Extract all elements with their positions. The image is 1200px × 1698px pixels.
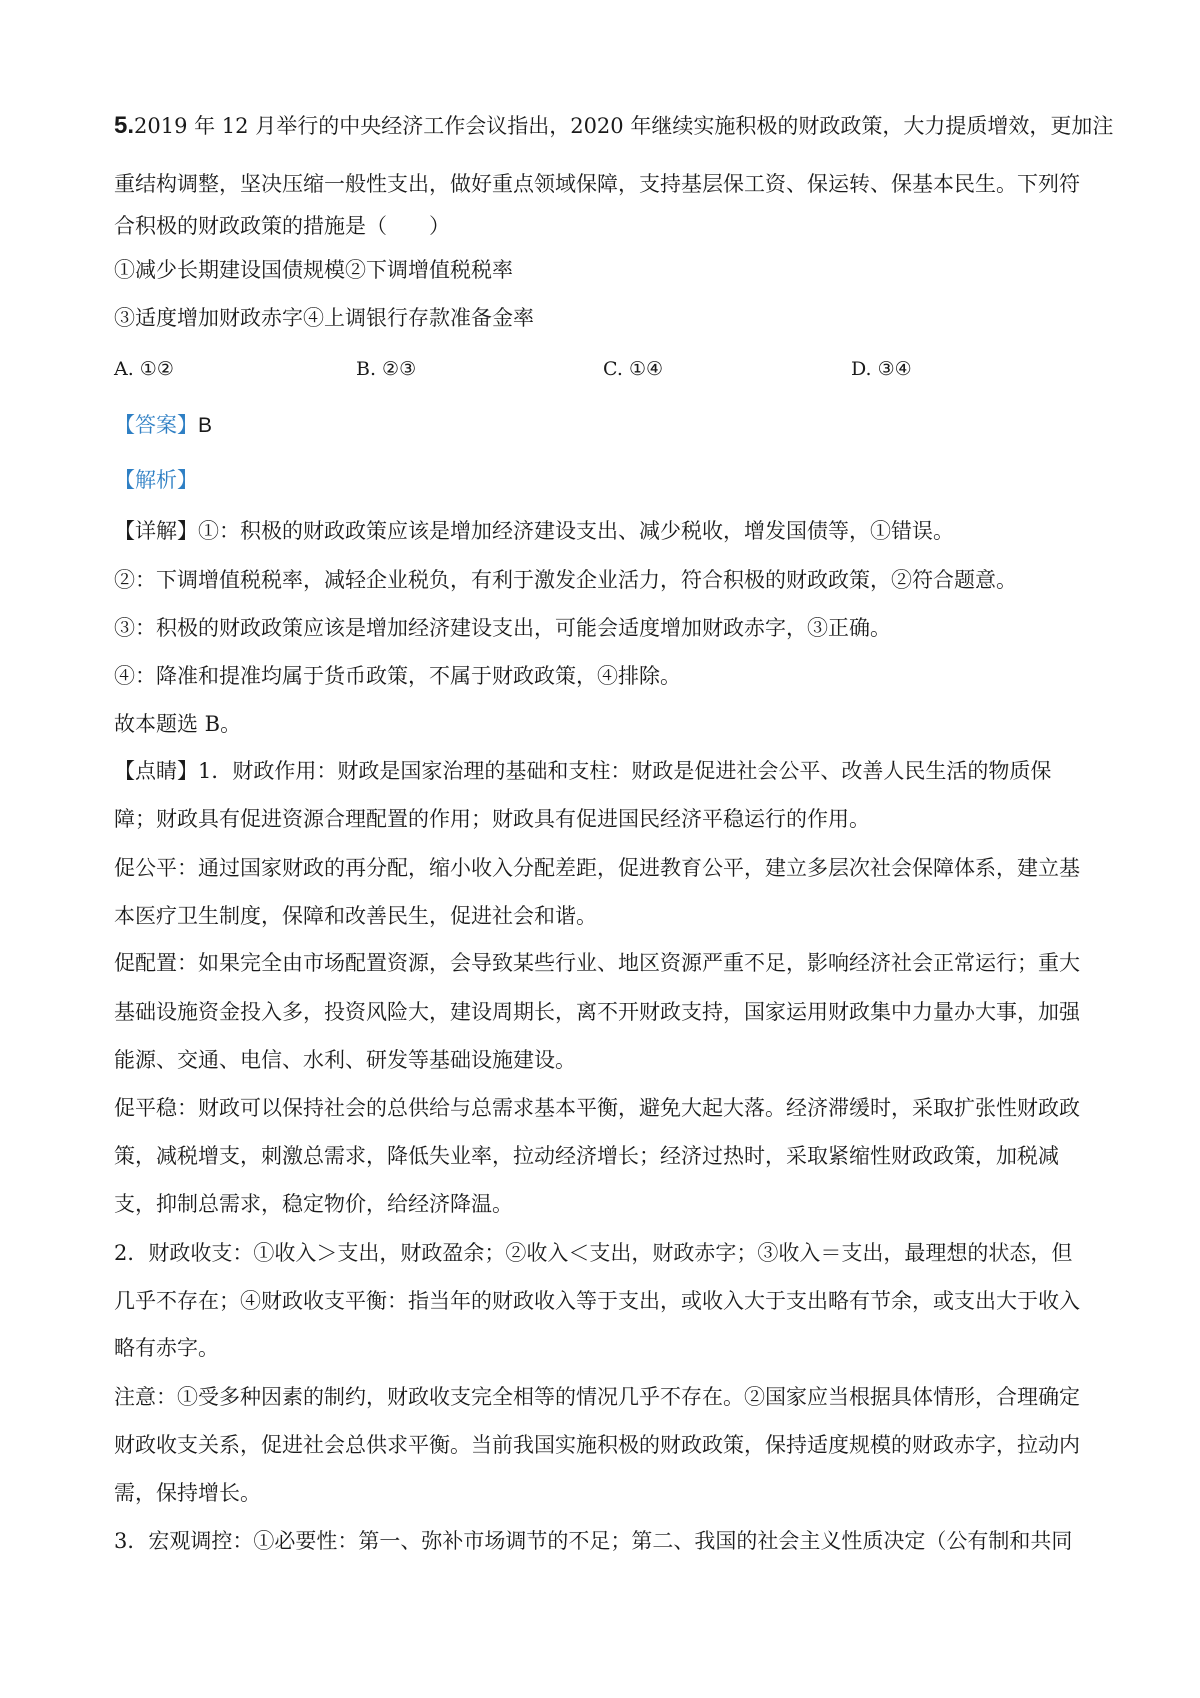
analysis-line: 促公平：通过国家财政的再分配，缩小收入分配差距，促进教育公平，建立多层次社会保障体系，建立基 <box>114 856 1080 880</box>
analysis-line: 促配置：如果完全由市场配置资源，会导致某些行业、地区资源严重不足，影响经济社会正常运行；重大 <box>114 951 1080 975</box>
analysis-line: 能源、交通、电信、水利、研发等基础设施建设。 <box>114 1048 576 1072</box>
question-stem-line-1 <box>114 111 1113 141</box>
analysis-line: 支，抑制总需求，稳定物价，给经济降温。 <box>114 1192 513 1216</box>
analysis-line: ②：下调增值税税率，减轻企业税负，有利于激发企业活力，符合积极的财政政策，②符合题意。 <box>114 568 1017 592</box>
option-a: A. ①② <box>114 358 174 380</box>
analysis-line: ④：降准和提准均属于货币政策，不属于财政政策，④排除。 <box>114 664 681 688</box>
analysis-line: 促平稳：财政可以保持社会的总供给与总需求基本平衡，避免大起大落。经济滞缓时，采取扩张性财政政 <box>114 1096 1080 1120</box>
analysis-line: 财政收支关系，促进社会总供求平衡。当前我国实施积极的财政政策，保持适度规模的财政赤字，拉动内 <box>114 1433 1080 1457</box>
analysis-line: 几乎不存在；④财政收支平衡：指当年的财政收入等于支出，或收入大于支出略有节余，或支出大于收入 <box>114 1289 1080 1313</box>
question-item-1: ①减少长期建设国债规模②下调增值税税率 <box>114 258 513 282</box>
answer-label: 【答案】 <box>114 413 198 437</box>
analysis-line: 策，减税增支，刺激总需求，降低失业率，拉动经济增长；经济过热时，采取紧缩性财政政策，加税减 <box>114 1144 1059 1168</box>
analysis-line: 基础设施资金投入多，投资风险大，建设周期长，离不开财政支持，国家运用财政集中力量办大事，加强 <box>114 1000 1080 1024</box>
analysis-line: 【点睛】1．财政作用：财政是国家治理的基础和支柱：财政是促进社会公平、改善人民生活的物质保 <box>114 759 1052 783</box>
analysis-line: 略有赤字。 <box>114 1336 219 1360</box>
analysis-label: 【解析】 <box>114 468 198 492</box>
analysis-line: 注意：①受多种因素的制约，财政收支完全相等的情况几乎不存在。②国家应当根据具体情形，合理确定 <box>114 1385 1080 1409</box>
option-b: B. ②③ <box>356 358 417 380</box>
answer-value: B <box>198 414 213 437</box>
analysis-line: 故本题选 B。 <box>114 712 242 736</box>
analysis-line: 本医疗卫生制度，保障和改善民生，促进社会和谐。 <box>114 904 597 928</box>
analysis-line: 障；财政具有促进资源合理配置的作用；财政具有促进国民经济平稳运行的作用。 <box>114 807 870 831</box>
question-stem-line-2: 重结构调整，坚决压缩一般性支出，做好重点领域保障，支持基层保工资、保运转、保基本民生。下列符 <box>114 172 1080 196</box>
analysis-line: ③：积极的财政政策应该是增加经济建设支出，可能会适度增加财政赤字，③正确。 <box>114 616 891 640</box>
option-d: D. ③④ <box>851 358 912 380</box>
question-stem-text-1: 2019 年 12 月举行的中央经济工作会议指出，2020 年继续实施积极的财政政策，大力提质增效，更加注 <box>134 114 1114 138</box>
analysis-line: 【详解】①：积极的财政政策应该是增加经济建设支出、减少税收，增发国债等，①错误。 <box>114 519 954 543</box>
analysis-line: 3．宏观调控：①必要性：第一、弥补市场调节的不足；第二、我国的社会主义性质决定（公有制和共同 <box>114 1529 1073 1553</box>
answer-line <box>114 410 212 441</box>
analysis-line: 需，保持增长。 <box>114 1481 261 1505</box>
option-c: C. ①④ <box>603 358 664 380</box>
question-number: 5. <box>114 112 135 139</box>
question-item-2: ③适度增加财政赤字④上调银行存款准备金率 <box>114 306 534 330</box>
question-stem-line-3: 合积极的财政政策的措施是（ ） <box>114 214 450 238</box>
analysis-line: 2．财政收支：①收入＞支出，财政盈余；②收入＜支出，财政赤字；③收入＝支出，最理想的状态，但 <box>114 1241 1073 1265</box>
